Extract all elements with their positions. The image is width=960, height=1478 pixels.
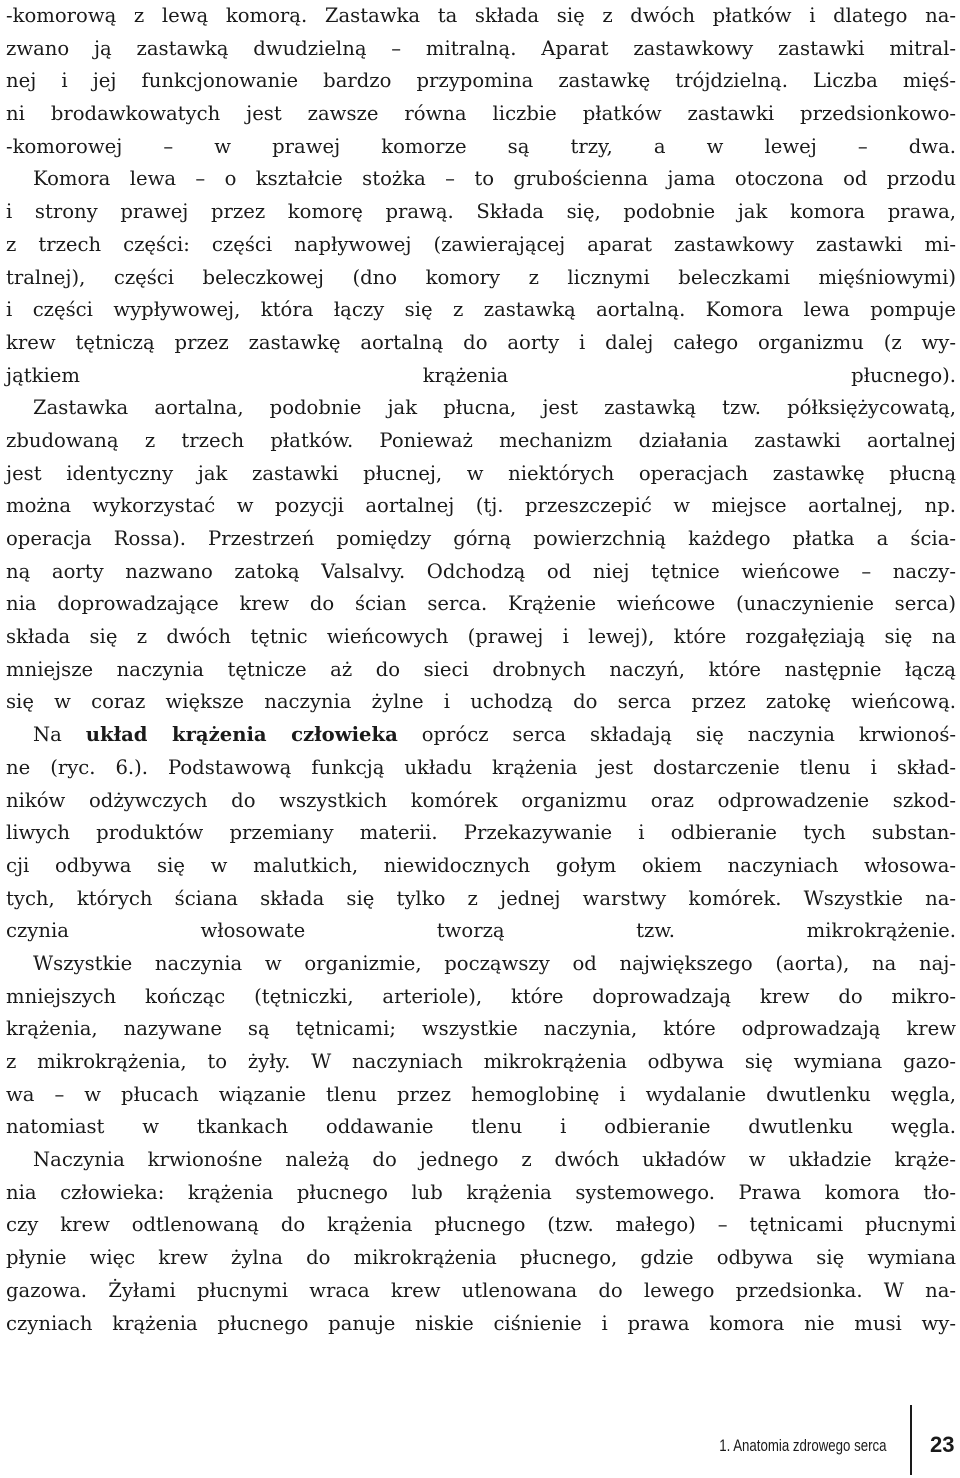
text-line: jest identyczny jak zastawki płucnej, w niektórych operacjach zastawkę płucną (6, 461, 956, 485)
bold-term: układ krążenia człowieka (85, 723, 398, 747)
text-line: nia doprowadzające krew do ścian serca. Krążenie wieńcowe (unaczynienie serca) (6, 592, 956, 616)
text-line: ników odżywczych do wszystkich komórek organizmu oraz odprowadzenie szkod- (6, 788, 956, 812)
text-line: jątkiem krążenia płucnego). (6, 363, 956, 387)
footer-divider (910, 1405, 912, 1475)
page-number: 23 (930, 1432, 955, 1457)
text-line: z mikrokrążenia, to żyły. W naczyniach mikrokrążenia odbywa się wymiana gazo- (6, 1050, 956, 1073)
text-line: krążenia, nazywane są tętnicami; wszystkie naczynia, które odprowadzają krew (6, 1017, 956, 1041)
text-line: tych, których ściana składa się tylko z jednej warstwy komórek. Wszystkie na- (6, 886, 956, 910)
chapter-title: 1. Anatomia zdrowego serca (719, 1436, 887, 1455)
text-line: operacja Rossa). Przestrzeń pomiędzy górną powierzchnią każdego płatka a ścia- (6, 527, 956, 550)
text-line: wa – w płucach wiązanie tlenu przez hemoglobinę i wydalanie dwutlenku węgla, (6, 1082, 956, 1106)
text-line: zwano ją zastawką dwudzielną – mitralną. Aparat zastawkowy zastawki mitral- (6, 36, 956, 60)
text-line: Na układ krążenia człowieka oprócz serca składają się naczynia krwionoś- (33, 723, 957, 747)
text-line: można wykorzystać w pozycji aortalnej (tj. przeszczepić w miejsce aortalnej, np. (6, 494, 956, 518)
text-line: gazowa. Żyłami płucnymi wraca krew utlenowana do lewego przedsionka. W na- (6, 1278, 956, 1302)
text-line: Wszystkie naczynia w organizmie, począwszy od największego (aorta), na naj- (33, 951, 956, 975)
text-line: tralnej), części beleczkowej (dno komory z licznymi beleczkami mięśniowymi) (6, 265, 956, 289)
text-line: i strony prawej przez komorę prawą. Składa się, podobnie jak komora prawa, (6, 200, 956, 224)
text-line: ne (ryc. 6.). Podstawową funkcją układu krążenia jest dostarczenie tlenu i skład- (6, 755, 956, 779)
text-line: Komora lewa – o kształcie stożka – to grubościenna jama otoczona od przodu (33, 167, 956, 191)
text-line: czyniach krążenia płucnego panuje niskie ciśnienie i prawa komora nie musi wy- (6, 1311, 956, 1335)
text-line: składa się z dwóch tętnic wieńcowych (prawej i lewej), które rozgałęziają się na (6, 625, 956, 649)
text-line: -komorową z lewą komorą. Zastawka ta składa się z dwóch płatków i dlatego na- (6, 4, 956, 27)
page-footer (0, 1400, 960, 1478)
text-line: płynie więc krew żylna do mikrokrążenia płucnego, gdzie odbywa się wymiana (6, 1246, 956, 1270)
text-line: mniejszych kończąc (tętniczki, arteriole), które doprowadzają krew do mikro- (6, 984, 956, 1008)
text-line: się w coraz większe naczynia żylne i uchodzą do serca przez zatokę wieńcową. (6, 690, 956, 714)
text-line: mniejsze naczynia tętnicze aż do sieci drobnych naczyń, które następnie łączą (6, 657, 956, 681)
text-line: czynia włosowate tworzą tzw. mikrokrążenie. (6, 919, 956, 943)
text-line: -komorowej – w prawej komorze są trzy, a w lewej – dwa. (6, 134, 956, 158)
text-line: ni brodawkowatych jest zawsze równa liczbie płatków zastawki przedsionkowo- (6, 102, 956, 126)
body-text (6, 0, 956, 1340)
text-line: cji odbywa się w malutkich, niewidocznych gołym okiem naczyniach włosowa- (6, 853, 956, 877)
text-line: z trzech części: części napływowej (zawierającej aparat zastawkowy zastawki mi- (6, 232, 956, 256)
text-line: ną aorty nazwano zatoką Valsalvy. Odchodzą od niej tętnice wieńcowe – naczy- (6, 559, 956, 583)
text-line: liwych produktów przemiany materii. Przekazywanie i odbieranie tych substan- (6, 821, 956, 845)
text-line: czy krew odtlenowaną do krążenia płucnego (tzw. małego) – tętnicami płucnymi (6, 1213, 956, 1237)
text-line: i części wypływowej, która łączy się z zastawką aortalną. Komora lewa pompuje (6, 298, 956, 322)
text-line: Naczynia krwionośne należą do jednego z dwóch układów w układzie krąże- (33, 1148, 956, 1172)
text-line: nej i jej funkcjonowanie bardzo przypomina zastawkę trójdzielną. Liczba mięś- (6, 69, 956, 93)
text-line: krew tętniczą przez zastawkę aortalną do aorty i dalej całego organizmu (z wy- (6, 330, 956, 354)
text-line: Zastawka aortalna, podobnie jak płucna, jest zastawką tzw. półksiężycowatą, (33, 396, 956, 420)
text-line: natomiast w tkankach oddawanie tlenu i odbieranie dwutlenku węgla. (6, 1115, 956, 1139)
text-line: zbudowaną z trzech płatków. Ponieważ mechanizm działania zastawki aortalnej (6, 428, 956, 452)
text-line: nia człowieka: krążenia płucnego lub krążenia systemowego. Prawa komora tło- (6, 1180, 956, 1204)
